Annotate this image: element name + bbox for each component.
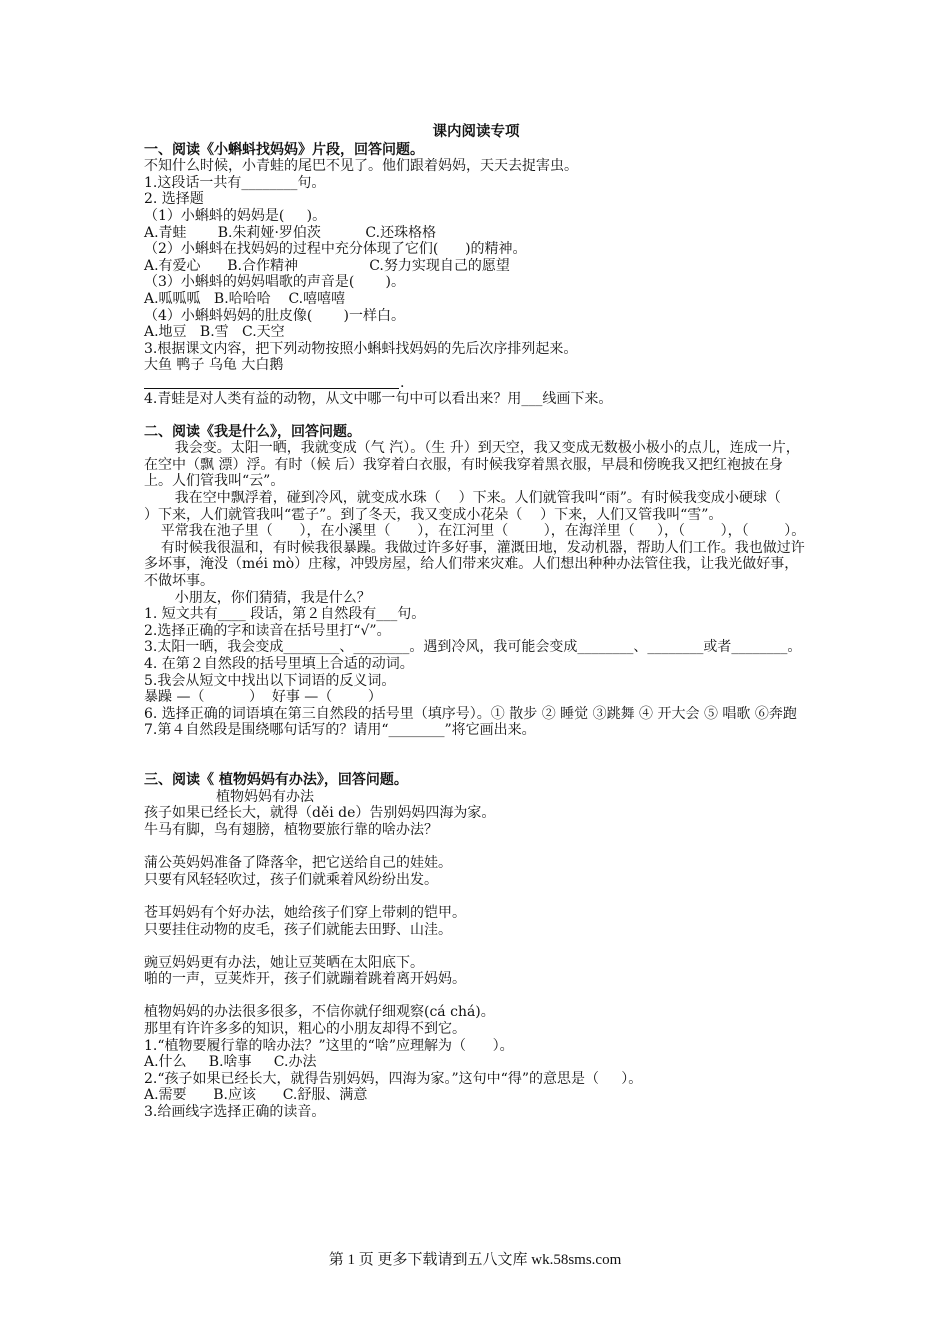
s2-question-2: 2.选择正确的字和读音在括号里打“√”。: [144, 622, 391, 639]
s3-line-3: 蒲公英妈妈准备了降落伞，把它送给自己的娃娃。: [144, 855, 452, 872]
s2-question-3: 3.太阳一晒，我会变成________、________。遇到冷风，我可能会变成________、________或者________。: [144, 639, 802, 656]
s3-line-9: 植物妈妈的办法很多很多，不信你就仔细观察(cá chá)。: [144, 1004, 495, 1021]
s1-question-2: 2. 选择题: [144, 191, 204, 208]
s1-question-2-4: （4）小蝌蚪妈妈的肚皮像( )一样白。: [144, 307, 405, 324]
section-1-heading: 一、阅读《小蝌蚪找妈妈》片段，回答问题。: [144, 141, 424, 158]
s2-paragraph-1: 我会变。太阳一晒，我就变成（气 汽）。（生 升）到天空，我又变成无数极小极小的点儿，连成一片，在空中（飘 漂）浮。有时（候 后）我穿着白衣服，有时候我穿着黑衣服，早晨和傍晚我又把红袍披在身上。人们管我叫“云”。: [144, 440, 800, 490]
page-footer: 第 1 页 更多下载请到五八文库 wk.58sms.com: [328, 1252, 622, 1268]
s1-question-2-1-options: A.青蛙 B.朱莉娅·罗伯茨 C.还珠格格: [144, 224, 437, 241]
s3-question-1-options: A.什么 B.啥事 C.办法: [144, 1054, 317, 1071]
worksheet-page: [144, 124, 808, 1121]
s1-question-2-1: （1）小蝌蚪的妈妈是( )。: [144, 207, 327, 224]
s3-question-2: 2.“孩子如果已经长大，就得告别妈妈，四海为家。”这句中“得”的意思是（ ）。: [144, 1070, 643, 1087]
s3-line-1: 孩子如果已经长大，就得（děi de）告别妈妈四海为家。: [144, 805, 496, 822]
s3-line-7: 豌豆妈妈更有办法，她让豆荚晒在太阳底下。: [144, 954, 424, 971]
s2-question-4: 4. 在第２自然段的括号里填上合适的动词。: [144, 656, 414, 672]
s3-line-5: 苍耳妈妈有个好办法，她给孩子们穿上带刺的铠甲。: [144, 904, 466, 921]
s2-question-7: 7.第４自然段是围绕哪句话写的？请用“________”将它画出来。: [144, 722, 536, 739]
s1-question-3: 3.根据课文内容，把下列动物按照小蝌蚪找妈妈的先后次序排列起来。: [144, 340, 578, 357]
page-title: 课内阅读专项: [432, 123, 520, 140]
s2-question-5: 5.我会从短文中找出以下词语的反义词。: [144, 672, 396, 689]
s1-question-2-3-options: A.呱呱呱 B.哈哈哈 C.嘻嘻嘻: [144, 290, 346, 307]
s3-question-2-options: A.需要 B.应该 C.舒服、满意: [144, 1087, 368, 1104]
s1-question-2-4-options: A.地豆 B.雪 C.天空: [144, 324, 285, 341]
s2-question-5-words: 暴躁 —（ ） 好事 —（ ）: [144, 689, 382, 706]
s2-paragraph-2: 我在空中飘浮着，碰到冷风，就变成水珠（ ）下来。人们就管我叫“雨”。有时候我变成小硬球（ ）下来，人们就管我叫“雹子”。到了冬天，我又变成小花朵（ ）下来，人们又管我叫“雪”。: [144, 490, 804, 523]
s1-question-1: 1.这段话一共有________句。: [144, 174, 326, 191]
s2-question-1: 1. 短文共有____ 段话，第２自然段有___句。: [144, 606, 426, 623]
s2-paragraph-4: 有时候我很温和，有时候我很暴躁。我做过许多好事，灌溉田地，发动机器，帮助人们工作。我也做过许多坏事，淹没（méi mò）庄稼，冲毁房屋，给人们带来灾难。人们想出种种办法管住我，让我光做好事，不做坏事。: [144, 539, 805, 590]
s1-question-4: 4.青蛙是对人类有益的动物，从文中哪一句中可以看出来？用___线画下来。: [144, 390, 613, 407]
s1-question-2-3: （3）小蝌蚪的妈妈唱歌的声音是( )。: [144, 274, 405, 291]
s3-line-2: 牛马有脚，鸟有翅膀，植物要旅行靠的啥办法？: [144, 821, 438, 838]
s2-paragraph-5: 小朋友，你们猜猜，我是什么？: [174, 589, 371, 606]
s1-question-2-2: （2）小蝌蚪在找妈妈的过程中充分体现了它们( )的精神。: [144, 241, 527, 258]
section-2-heading: 二、阅读《我是什么》，回答问题。: [144, 423, 361, 440]
s3-line-10: 那里有许许多多的知识，粗心的小朋友却得不到它。: [144, 1021, 466, 1038]
s3-line-6: 只要挂住动物的皮毛，孩子们就能去田野、山洼。: [144, 921, 452, 938]
s3-line-8: 啪的一声，豆荚炸开，孩子们就蹦着跳着离开妈妈。: [144, 971, 466, 988]
s1-answer-line-period: .: [400, 374, 405, 391]
s2-question-6: 6. 选择正确的词语填在第三自然段的括号里（填序号）。① 散步 ② 睡觉 ③跳舞 ④ 开大会 ⑤ 唱歌 ⑥奔跑: [144, 705, 797, 722]
s1-passage: 不知什么时候，小青蛙的尾巴不见了。他们跟着妈妈，天天去捉害虫。: [144, 158, 578, 175]
s3-question-3: 3.给画线字选择正确的读音。: [144, 1104, 326, 1121]
s1-answer-line: [144, 374, 808, 391]
s1-question-3-items: 大鱼 鸭子 乌龟 大白鹅: [144, 357, 284, 374]
s1-question-2-2-options: A.有爱心 B.合作精神 C.努力实现自己的愿望: [144, 257, 510, 274]
s2-paragraph-3: 平常我在池子里（ ），在小溪里（ ），在江河里（ ），在海洋里（ ），（ ），（ ）。: [160, 523, 806, 540]
s3-poem-title: 植物妈妈有办法: [216, 788, 314, 805]
s3-line-4: 只要有风轻轻吹过，孩子们就乘着风纷纷出发。: [144, 871, 438, 888]
section-3-heading: 三、阅读《 植物妈妈有办法》，回答问题。: [144, 772, 408, 789]
s3-question-1: 1.“植物要履行靠的啥办法？”这里的“啥”应理解为（ ）。: [144, 1037, 514, 1054]
